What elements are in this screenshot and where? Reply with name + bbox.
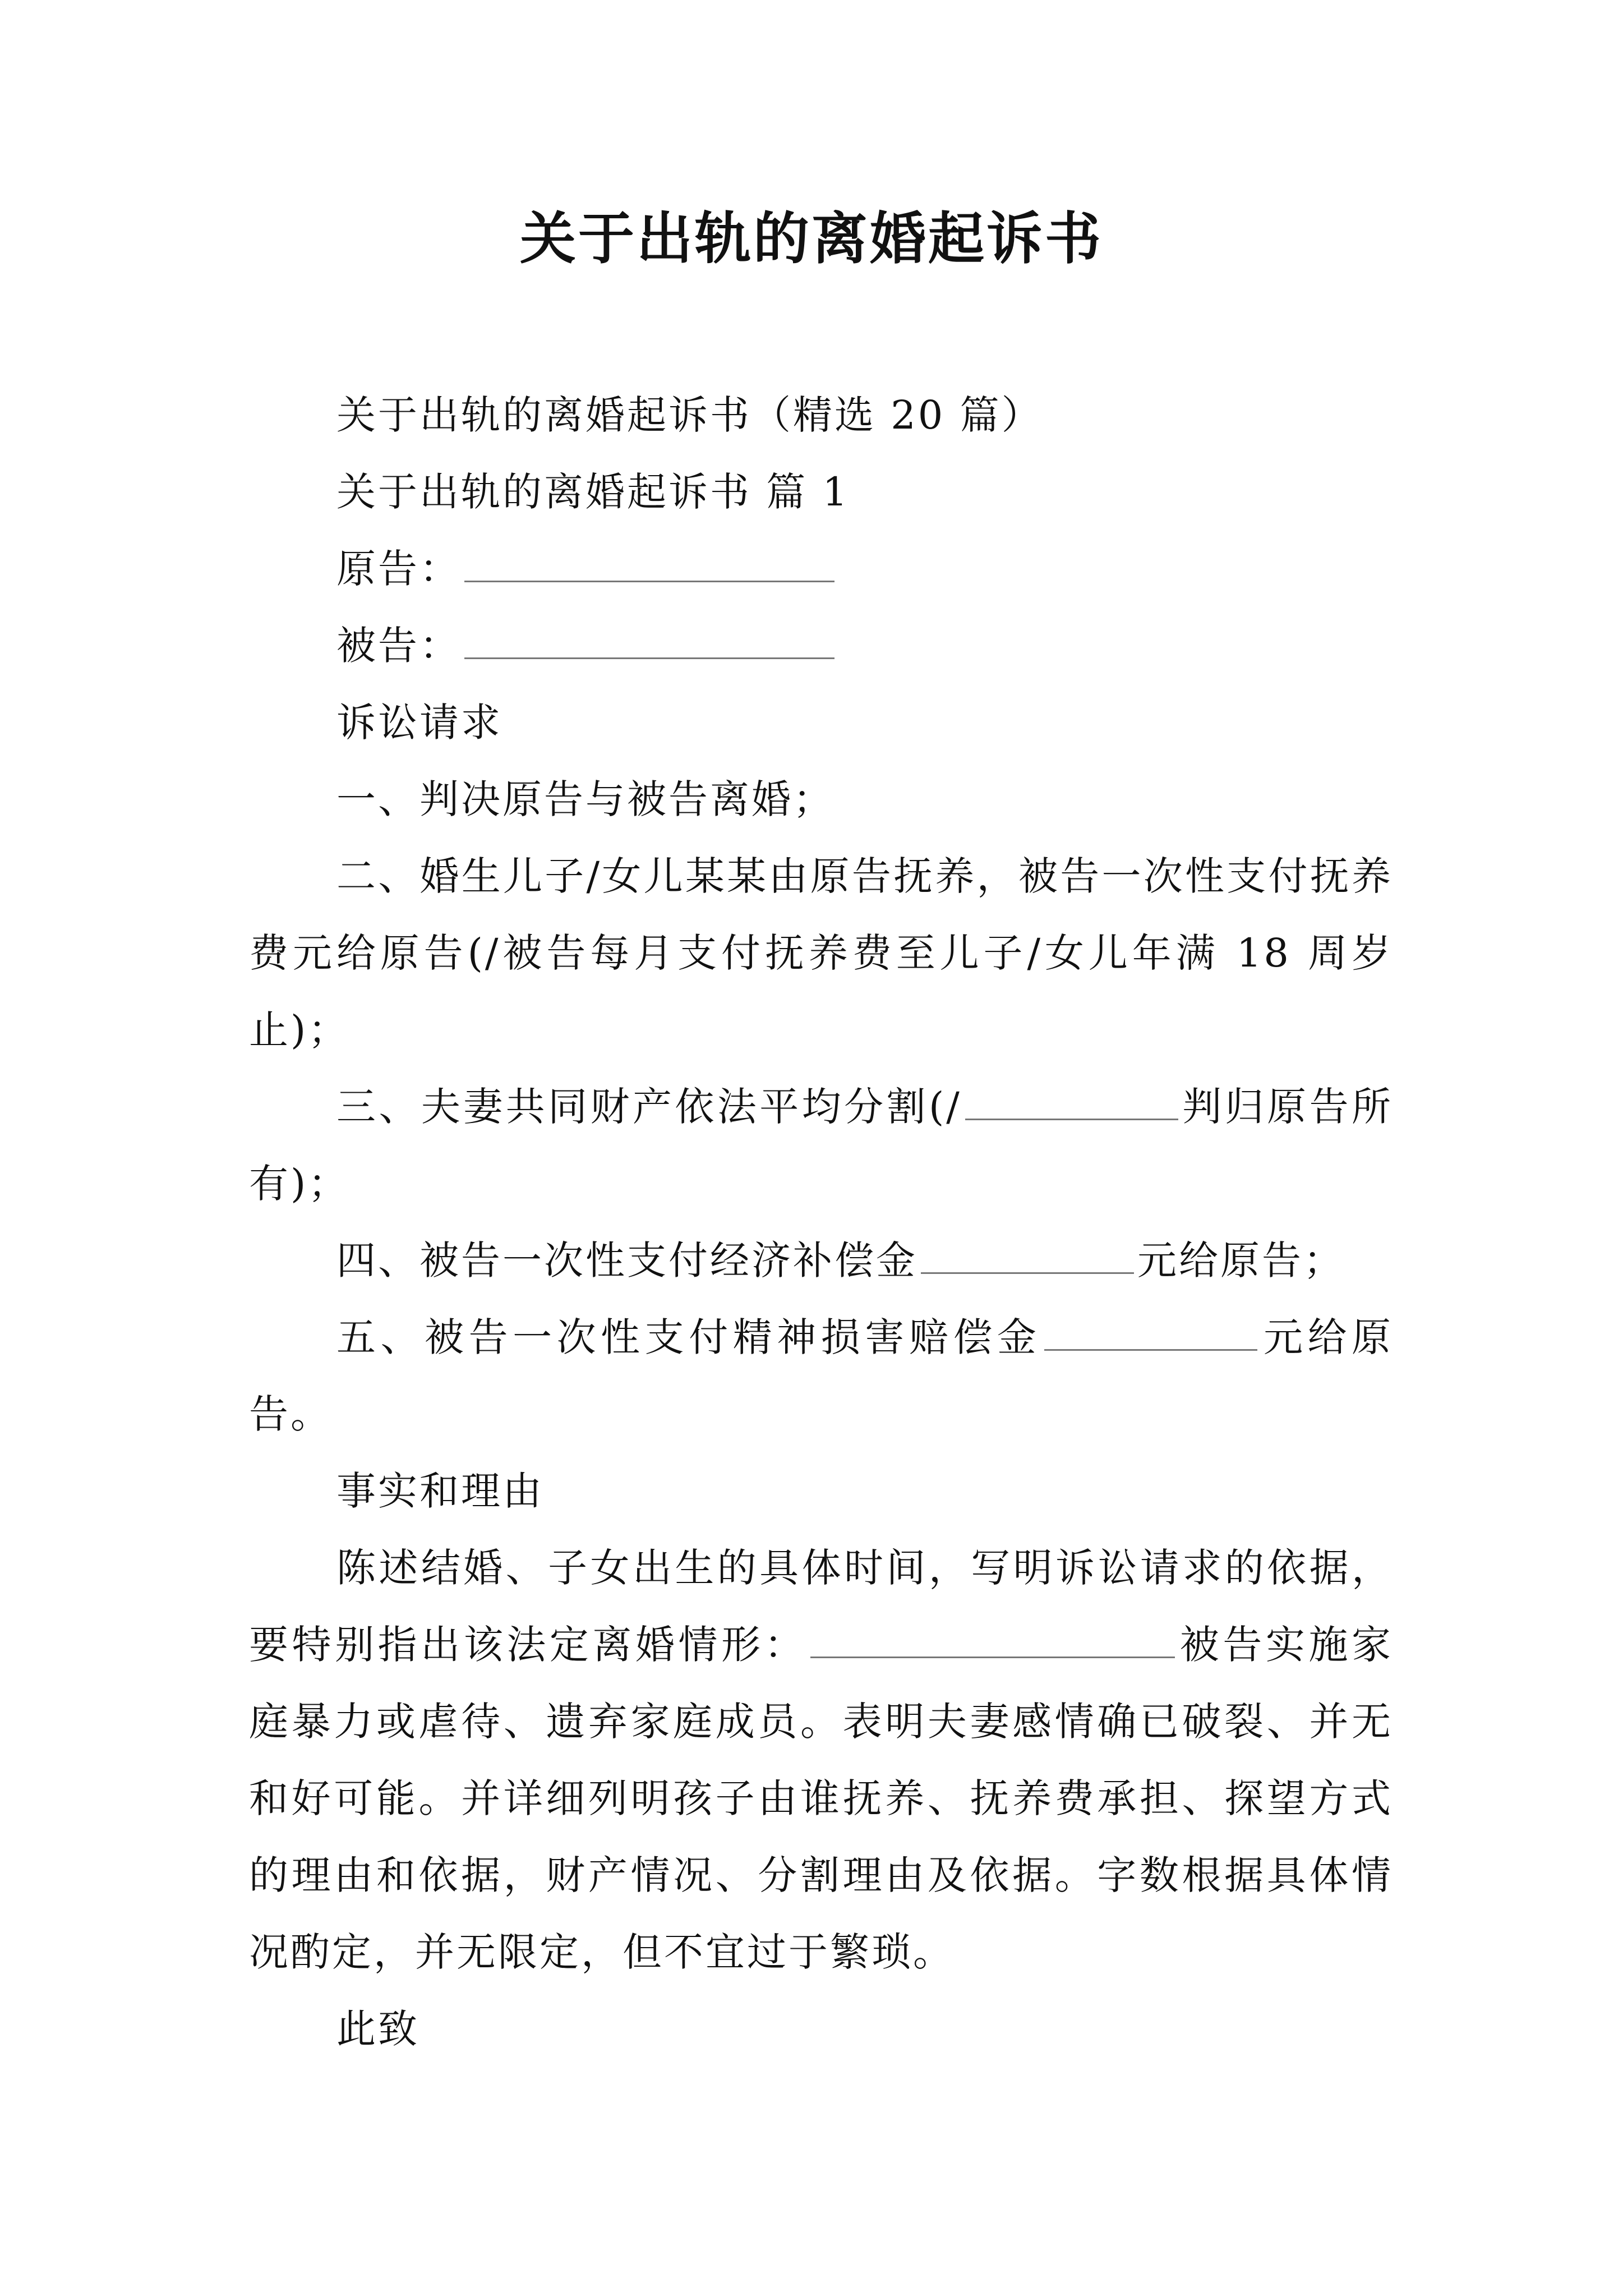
facts-heading: 事实和理由: [336, 1468, 544, 1514]
plaintiff-blank: [464, 547, 834, 582]
claim-4-text-b: 元给原告；: [1137, 1237, 1345, 1283]
defendant-blank: [464, 624, 834, 659]
claim-2: 二、婚生儿子/女儿某某由原告抚养，被告一次性支付抚养费元给原告(/被告每月支付抚养费至儿子/女儿年满 18 周岁止)；: [249, 853, 1393, 1053]
defendant-label: 被告：: [336, 623, 461, 669]
facts-paragraph: [249, 1530, 1393, 1991]
claim-1: 一、判决原告与被告离婚；: [336, 776, 834, 822]
claim-5-blank: [1044, 1315, 1257, 1351]
claim-4-text-a: 四、被告一次性支付经济补偿金: [336, 1237, 917, 1283]
plaintiff-line: [249, 531, 1393, 608]
section-heading: 关于出轨的离婚起诉书 篇 1: [336, 469, 850, 515]
document-title: 关于出轨的离婚起诉书: [520, 205, 1103, 272]
claim-4: [249, 1222, 1393, 1299]
facts-text-b: 被告实施家庭暴力或虐待、遗弃家庭成员。表明夫妻感情确已破裂、并无和好可能。并详细列明孩子由谁抚养、抚养费承担、探望方式的理由和依据，财产情况、分割理由及依据。字数根据具体情况酌定，并无限定，但不宜过于繁琐。: [249, 1622, 1394, 1975]
claim-4-blank: [921, 1239, 1134, 1274]
document-body: [249, 377, 1393, 2068]
closing: 此致: [336, 2006, 419, 2052]
claim-5-text-a: 五、被告一次性支付精神损害赔偿金: [336, 1314, 1041, 1360]
claim-3: [249, 1069, 1393, 1222]
claim-3-blank: [965, 1085, 1178, 1120]
claim-3-text-a: 三、夫妻共同财产依法平均分割(/: [336, 1084, 962, 1130]
claims-heading: 诉讼请求: [336, 700, 502, 746]
plaintiff-label: 原告：: [336, 546, 461, 592]
claim-3-text-b: 判归原告所有)；: [249, 1084, 1393, 1207]
facts-blank: [810, 1623, 1175, 1658]
facts-text-a: 陈述结婚、子女出生的具体时间，写明诉讼请求的依据，要特别指出该法定离婚情形：: [249, 1545, 1393, 1668]
defendant-line: [249, 608, 1393, 684]
claim-5: [249, 1299, 1393, 1453]
claim-5-text-b: 元给原告。: [249, 1314, 1394, 1437]
subtitle: 关于出轨的离婚起诉书（精选 20 篇）: [336, 392, 1043, 438]
